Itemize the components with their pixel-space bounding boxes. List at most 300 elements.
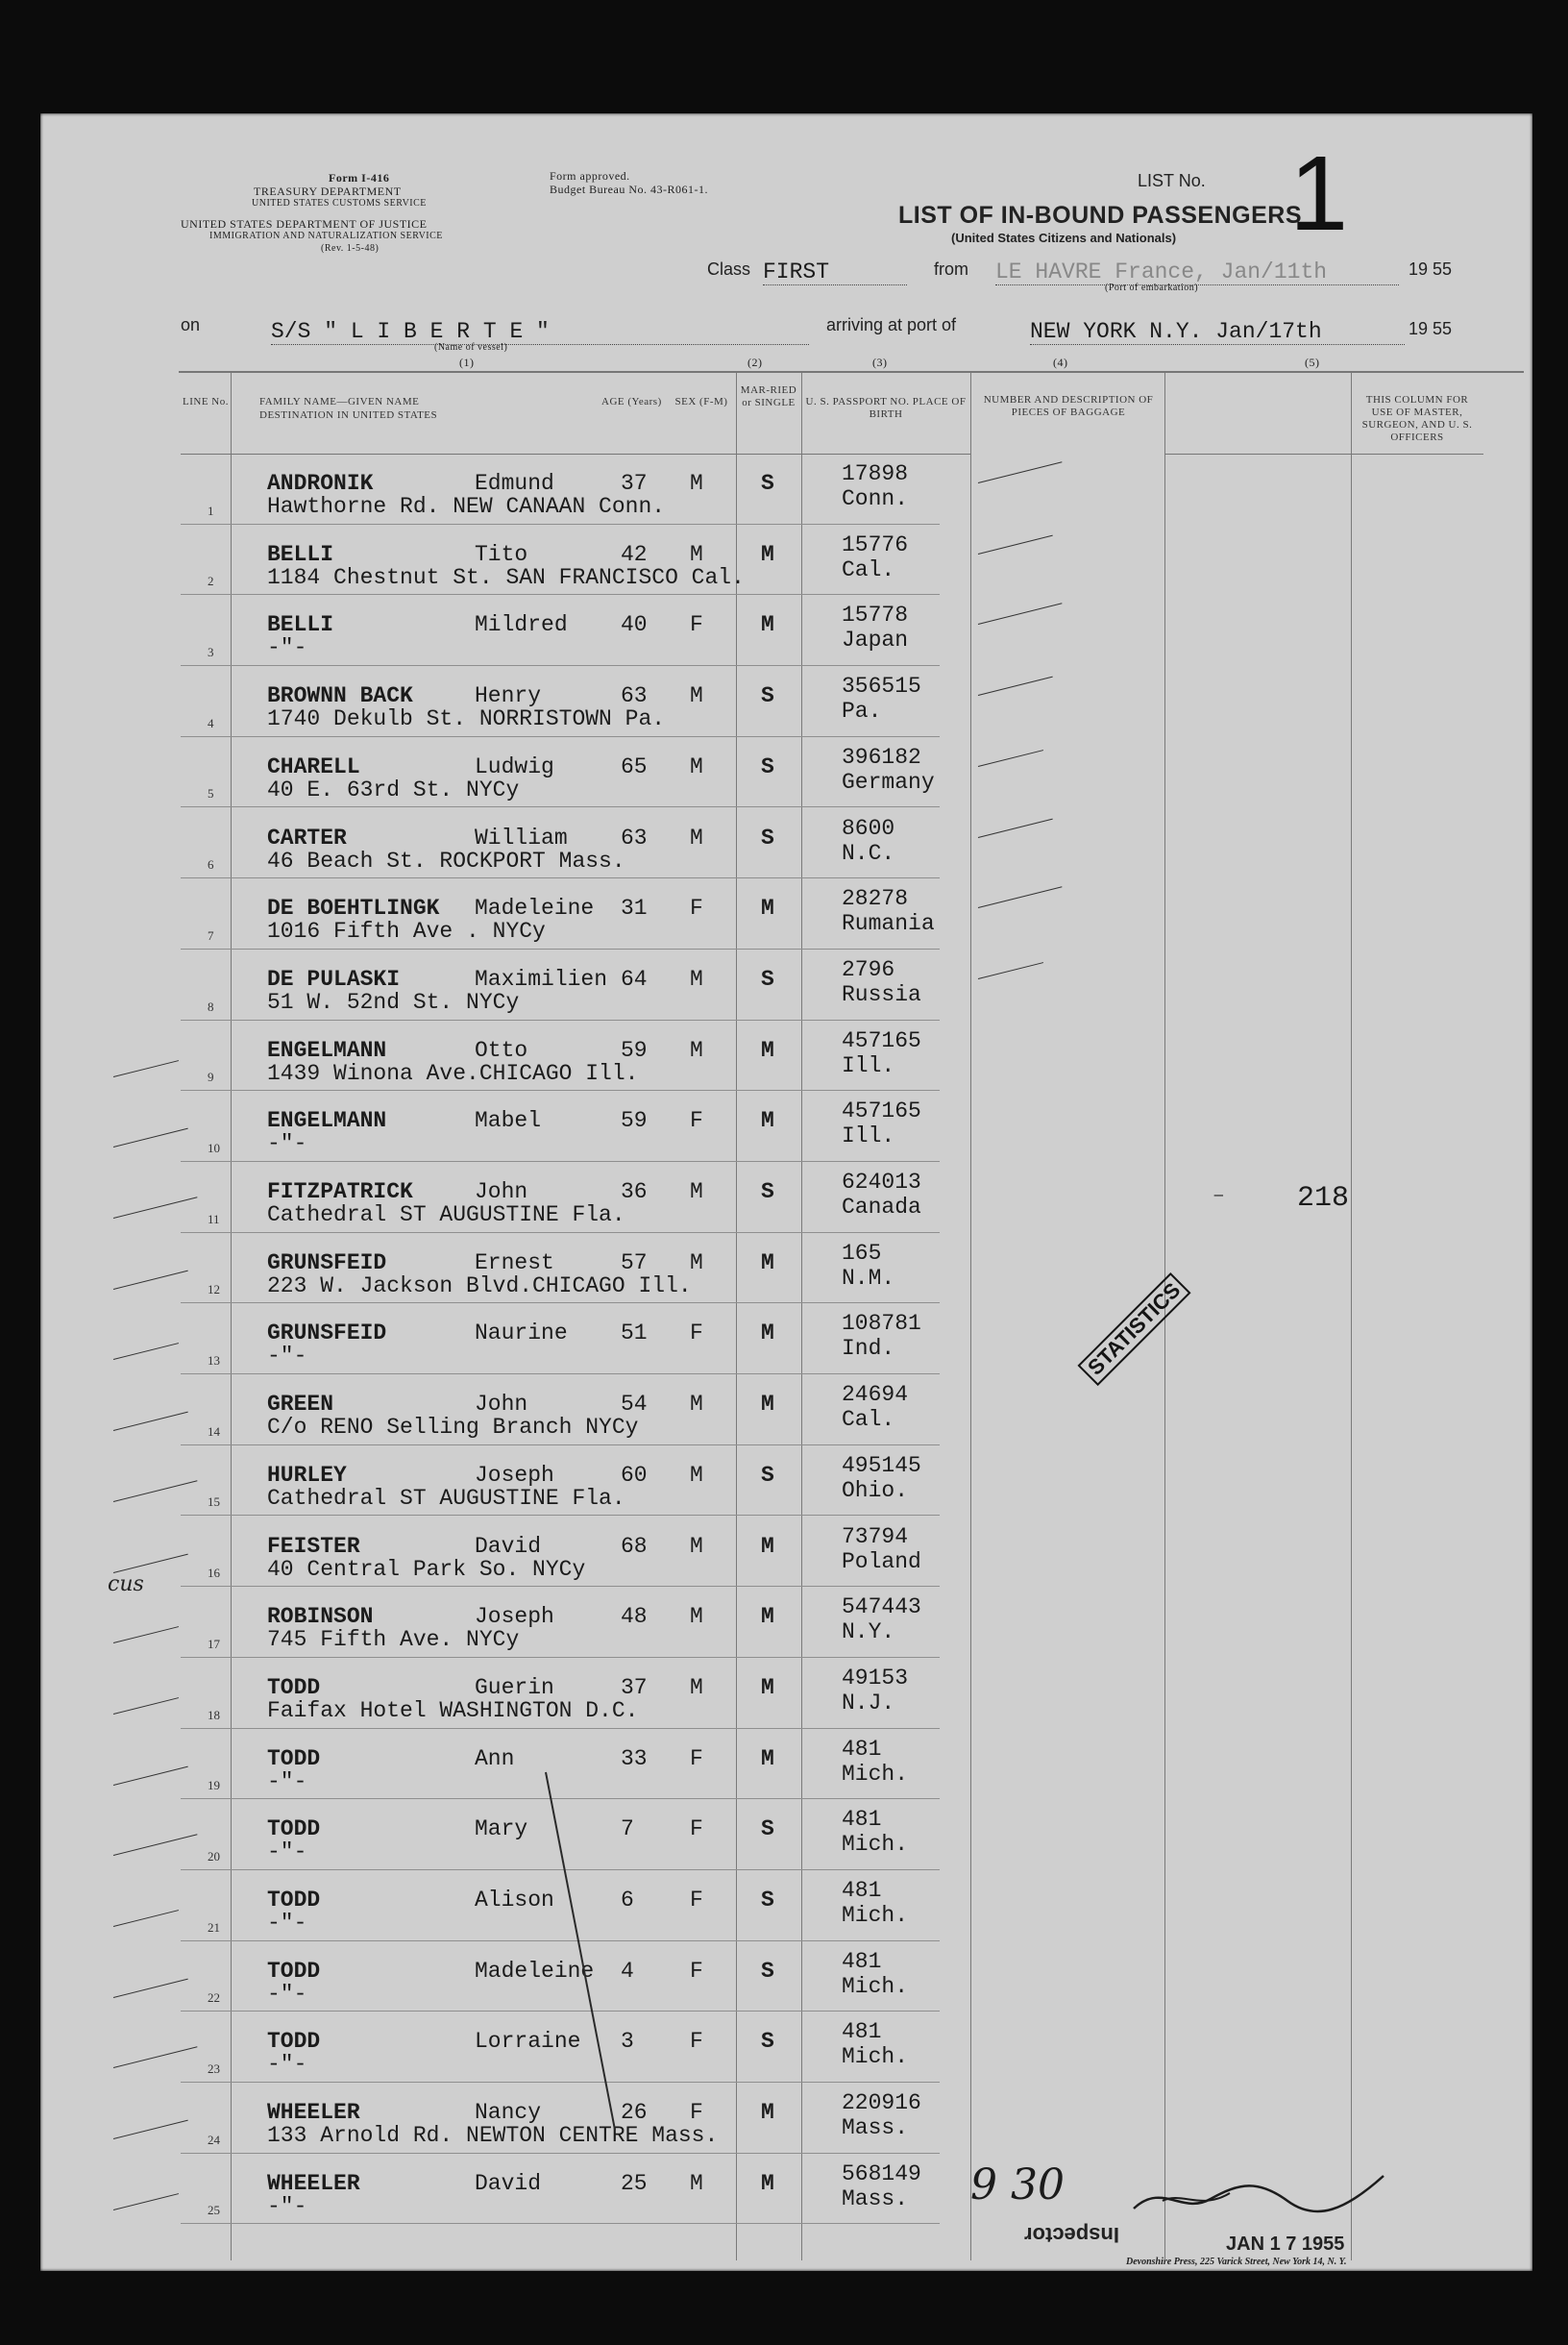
age: 63	[621, 825, 648, 851]
passport-number: 49153	[842, 1665, 909, 1691]
line-number: 17	[208, 1636, 220, 1651]
marital-status: M	[761, 1249, 774, 1275]
passport-number: 481	[842, 1807, 882, 1833]
line-number: 12	[208, 1282, 220, 1297]
passport-number: 457165	[842, 1027, 921, 1053]
marital-status: S	[761, 1888, 774, 1913]
list-no-label: LIST No.	[1138, 171, 1206, 190]
surname: TODD	[267, 1958, 321, 1984]
sex: M	[690, 1249, 703, 1275]
age: 33	[621, 1745, 648, 1771]
passport-number: 624013	[842, 1170, 921, 1195]
ins-service: IMMIGRATION AND NATURALIZATION SERVICE	[209, 231, 443, 241]
sex: M	[690, 541, 703, 567]
surname: GRUNSFEID	[267, 1249, 387, 1275]
given-name: Ann	[475, 1745, 515, 1771]
birth-place: Germany	[842, 769, 935, 795]
birth-place: N.M.	[842, 1265, 895, 1291]
line-number: 1	[208, 503, 214, 518]
line-number: 14	[208, 1423, 220, 1439]
destination: Faifax Hotel WASHINGTON D.C.	[267, 1697, 639, 1723]
age: 57	[621, 1249, 648, 1275]
marital-status: S	[761, 683, 774, 709]
birth-place: Pa.	[842, 699, 882, 725]
birth-place: Mich.	[842, 1832, 909, 1858]
given-name: Madeleine	[475, 1958, 595, 1984]
surname: ROBINSON	[267, 1604, 374, 1630]
line-number: 18	[208, 1707, 220, 1722]
age: 42	[621, 541, 648, 567]
passport-number: 481	[842, 1878, 882, 1903]
birth-place: Mass.	[842, 2115, 909, 2141]
age: 7	[621, 1816, 634, 1842]
destination: 1740 Dekulb St. NORRISTOWN Pa.	[267, 706, 666, 732]
marital-status: S	[761, 1179, 774, 1204]
sex: F	[690, 1108, 703, 1134]
age: 59	[621, 1108, 648, 1134]
check-mark	[978, 750, 1043, 767]
given-name: David	[475, 1533, 542, 1559]
given-name: Maximilien	[475, 966, 608, 992]
vessel-name: S/S " L I B E R T E "	[271, 319, 809, 345]
surname: WHEELER	[267, 2170, 360, 2196]
destination: -"-	[267, 2193, 307, 2219]
surname: TODD	[267, 1816, 321, 1842]
table-row	[181, 2012, 1483, 2083]
marital-status: S	[761, 1958, 774, 1984]
destination: C/o RENO Selling Branch NYCy	[267, 1415, 639, 1441]
check-mark	[978, 461, 1063, 483]
form-approved: Form approved.	[550, 169, 630, 183]
marital-status: M	[761, 541, 774, 567]
age: 68	[621, 1533, 648, 1559]
surname: DE BOEHTLINGK	[267, 896, 440, 922]
list-no-value: 1	[1289, 135, 1349, 253]
sex: F	[690, 1958, 703, 1984]
table-row	[181, 1091, 1483, 1162]
destination: -"-	[267, 1839, 307, 1865]
surname: FEISTER	[267, 1533, 360, 1559]
sex: F	[690, 1321, 703, 1346]
table-row	[181, 1233, 1483, 1304]
given-name: Mildred	[475, 612, 568, 638]
line-number: 5	[208, 786, 214, 802]
birth-place: Cal.	[842, 556, 895, 582]
passport-number: 495145	[842, 1452, 921, 1478]
sex: F	[690, 1888, 703, 1913]
given-name: Alison	[475, 1888, 554, 1913]
sex: M	[690, 1674, 703, 1700]
age: 31	[621, 896, 648, 922]
passport-number: 481	[842, 1948, 882, 1974]
birth-place: Ind.	[842, 1336, 895, 1362]
age: 59	[621, 1037, 648, 1063]
line-number: 4	[208, 715, 214, 730]
passport-number: 547443	[842, 1594, 921, 1620]
vessel-sublabel: (Name of vessel)	[434, 342, 508, 353]
marital-status: S	[761, 471, 774, 496]
line-number: 19	[208, 1778, 220, 1793]
birth-place: Ohio.	[842, 1477, 909, 1503]
table-row	[181, 595, 1483, 666]
destination: -"-	[267, 1911, 307, 1936]
col-num-2: (2)	[747, 356, 763, 369]
table-row	[181, 1021, 1483, 1092]
check-mark	[978, 886, 1063, 908]
passport-number: 481	[842, 1736, 882, 1762]
age: 36	[621, 1179, 648, 1204]
age: 40	[621, 612, 648, 638]
check-mark	[978, 677, 1053, 696]
birth-place: Japan	[842, 628, 909, 654]
birth-place: Rumania	[842, 911, 935, 937]
sex: M	[690, 1392, 703, 1418]
line-number: 21	[208, 1919, 220, 1935]
age: 37	[621, 1674, 648, 1700]
line-number: 3	[208, 645, 214, 660]
hdr-destination: DESTINATION IN UNITED STATES	[259, 409, 438, 421]
inspector-stamp: Inspector	[1024, 2223, 1120, 2247]
age: 25	[621, 2170, 648, 2196]
surname: DE PULASKI	[267, 966, 401, 992]
check-mark	[978, 818, 1053, 837]
destination: 133 Arnold Rd. NEWTON CENTRE Mass.	[267, 2123, 719, 2149]
given-name: Joseph	[475, 1604, 554, 1630]
marital-status: S	[761, 1816, 774, 1842]
given-name: David	[475, 2170, 542, 2196]
age: 3	[621, 2029, 634, 2055]
surname: ENGELMANN	[267, 1108, 387, 1134]
col-num-5: (5)	[1305, 356, 1320, 369]
marital-status: M	[761, 1108, 774, 1134]
sex: M	[690, 966, 703, 992]
passport-number: 15776	[842, 531, 909, 557]
passport-number: 568149	[842, 2160, 921, 2186]
age: 54	[621, 1392, 648, 1418]
hdr-age: AGE (Years)	[601, 396, 662, 407]
line-number: 11	[208, 1211, 220, 1226]
line-number: 25	[208, 2203, 220, 2218]
budget-bureau: Budget Bureau No. 43-R061-1.	[550, 183, 708, 196]
line-number: 15	[208, 1494, 220, 1510]
birth-place: Mass.	[842, 2185, 909, 2211]
passport-number: 2796	[842, 956, 895, 982]
destination: -"-	[267, 1768, 307, 1794]
list-subtitle: (United States Citizens and Nationals)	[951, 231, 1177, 245]
form-number: Form I-416	[329, 171, 390, 185]
marital-status: S	[761, 1462, 774, 1488]
destination: -"-	[267, 1131, 307, 1157]
surname: HURLEY	[267, 1462, 347, 1488]
sex: F	[690, 612, 703, 638]
destination: 40 Central Park So. NYCy	[267, 1556, 586, 1582]
given-name: Henry	[475, 683, 542, 709]
list-title: LIST OF IN-BOUND PASSENGERS	[898, 202, 1303, 229]
table-row	[181, 950, 1483, 1021]
table-frame	[181, 371, 1483, 2260]
passport-number: 396182	[842, 744, 921, 770]
age: 6	[621, 1888, 634, 1913]
passport-number: 28278	[842, 886, 909, 912]
sex: F	[690, 1745, 703, 1771]
class-value: FIRST	[763, 259, 907, 285]
from-sublabel: (Port of embarkation)	[1105, 283, 1199, 293]
destination: 40 E. 63rd St. NYCy	[267, 777, 520, 802]
signature	[1124, 2172, 1393, 2220]
sex: M	[690, 1533, 703, 1559]
table-row	[181, 2083, 1483, 2154]
table-row	[181, 1941, 1483, 2012]
surname: CARTER	[267, 825, 347, 851]
sex: M	[690, 1037, 703, 1063]
given-name: Tito	[475, 541, 528, 567]
birth-place: N.J.	[842, 1690, 895, 1716]
destination: 46 Beach St. ROCKPORT Mass.	[267, 848, 625, 874]
given-name: Ernest	[475, 1249, 554, 1275]
year-1: 19 55	[1409, 259, 1453, 279]
given-name: William	[475, 825, 568, 851]
birth-place: Canada	[842, 1195, 921, 1220]
surname: CHARELL	[267, 753, 360, 779]
table-row	[181, 808, 1483, 879]
sex: M	[690, 683, 703, 709]
table-row	[181, 1870, 1483, 1941]
hdr-name: FAMILY NAME—GIVEN NAME	[259, 396, 420, 407]
age: 51	[621, 1321, 648, 1346]
line-number: 24	[208, 2132, 220, 2147]
table-row	[181, 1374, 1483, 1445]
justice-dept: UNITED STATES DEPARTMENT OF JUSTICE	[181, 217, 428, 231]
age: 48	[621, 1604, 648, 1630]
given-name: Mabel	[475, 1108, 542, 1134]
table-row	[181, 1303, 1483, 1374]
line-number: 22	[208, 1990, 220, 2006]
line-number: 16	[208, 1566, 220, 1581]
sex: F	[690, 2029, 703, 2055]
destination: 51 W. 52nd St. NYCy	[267, 989, 520, 1015]
hdr-line-no: LINE No.	[183, 396, 229, 407]
sex: M	[690, 2170, 703, 2196]
marital-status: M	[761, 1674, 774, 1700]
surname: BELLI	[267, 612, 334, 638]
table-row	[181, 1162, 1483, 1233]
given-name: Mary	[475, 1816, 528, 1842]
marital-status: S	[761, 2029, 774, 2055]
stamp-date: JAN 1 7 1955	[1226, 2234, 1345, 2255]
destination: 1016 Fifth Ave . NYCy	[267, 919, 546, 945]
marital-status: M	[761, 2170, 774, 2196]
given-name: Edmund	[475, 471, 554, 496]
line-number: 10	[208, 1140, 220, 1155]
table-row	[181, 666, 1483, 737]
col-num-4: (4)	[1053, 356, 1068, 369]
sex: F	[690, 1816, 703, 1842]
sex: F	[690, 896, 703, 922]
marital-status: S	[761, 966, 774, 992]
passport-number: 481	[842, 2019, 882, 2045]
surname: TODD	[267, 1674, 321, 1700]
from-value: LE HAVRE France, Jan/11th	[995, 259, 1399, 285]
birth-place: Poland	[842, 1548, 921, 1574]
table-row	[181, 1799, 1483, 1870]
given-name: Lorraine	[475, 2029, 581, 2055]
col-num-3: (3)	[872, 356, 888, 369]
col-num-1: (1)	[459, 356, 475, 369]
given-name: Ludwig	[475, 753, 554, 779]
hdr-passport: U. S. PASSPORT NO. PLACE OF BIRTH	[805, 396, 967, 420]
side-mark: cus	[108, 1572, 144, 1596]
destination: Cathedral ST AUGUSTINE Fla.	[267, 1202, 625, 1227]
marital-status: M	[761, 1745, 774, 1771]
given-name: John	[475, 1179, 528, 1204]
birth-place: N.C.	[842, 840, 895, 866]
officer-dash: ⁻	[1213, 1189, 1225, 1215]
on-label: on	[181, 315, 201, 334]
marital-status: M	[761, 896, 774, 922]
age: 4	[621, 1958, 634, 1984]
check-mark	[978, 604, 1063, 626]
birth-place: Mich.	[842, 1761, 909, 1787]
destination: -"-	[267, 1981, 307, 2007]
surname: TODD	[267, 2029, 321, 2055]
printer-imprint: Devonshire Press, 225 Varick Street, New York 14, N. Y.	[1126, 2257, 1347, 2267]
table-row	[181, 454, 1483, 525]
surname: GREEN	[267, 1392, 334, 1418]
marital-status: M	[761, 1604, 774, 1630]
table-row	[181, 525, 1483, 596]
age: 64	[621, 966, 648, 992]
marital-status: M	[761, 612, 774, 638]
passport-number: 108781	[842, 1311, 921, 1337]
birth-place: Mich.	[842, 1973, 909, 1999]
from-label: from	[934, 259, 968, 279]
line-number: 2	[208, 574, 214, 589]
line-number: 23	[208, 2061, 220, 2077]
passport-number: 15778	[842, 603, 909, 629]
destination: Hawthorne Rd. NEW CANAAN Conn.	[267, 494, 666, 519]
given-name: John	[475, 1392, 528, 1418]
line-number: 8	[208, 999, 214, 1014]
surname: ANDRONIK	[267, 471, 374, 496]
surname: BELLI	[267, 541, 334, 567]
destination: 745 Fifth Ave. NYCy	[267, 1627, 520, 1653]
birth-place: Ill.	[842, 1052, 895, 1078]
passport-number: 8600	[842, 815, 895, 841]
birth-place: Mich.	[842, 2044, 909, 2070]
table-row	[181, 1729, 1483, 1800]
destination: 223 W. Jackson Blvd.CHICAGO Ill.	[267, 1272, 692, 1298]
revision: (Rev. 1-5-48)	[321, 243, 380, 254]
table-row	[181, 1658, 1483, 1729]
marital-status: M	[761, 1037, 774, 1063]
given-name: Nancy	[475, 2100, 542, 2126]
sex: M	[690, 1462, 703, 1488]
check-mark	[978, 962, 1043, 979]
destination: 1439 Winona Ave.CHICAGO Ill.	[267, 1060, 639, 1086]
passport-number: 73794	[842, 1523, 909, 1549]
given-name: Guerin	[475, 1674, 554, 1700]
birth-place: Cal.	[842, 1407, 895, 1433]
time-note: 9 30	[970, 2160, 1065, 2209]
passport-number: 356515	[842, 674, 921, 700]
sex: M	[690, 471, 703, 496]
surname: BROWNN BACK	[267, 683, 413, 709]
table-row	[181, 1517, 1483, 1588]
line-number: 9	[208, 1070, 214, 1085]
destination: -"-	[267, 1344, 307, 1370]
age: 60	[621, 1462, 648, 1488]
passport-number: 457165	[842, 1098, 921, 1124]
arrival-port: NEW YORK N.Y. Jan/17th	[1030, 319, 1405, 345]
marital-status: M	[761, 1321, 774, 1346]
sex: M	[690, 1604, 703, 1630]
line-number: 20	[208, 1848, 220, 1864]
table-row	[181, 1445, 1483, 1517]
treasury-dept: TREASURY DEPARTMENT	[254, 185, 402, 198]
line-number: 6	[208, 857, 214, 873]
statistics-stamp: STATISTICS	[1077, 1272, 1190, 1386]
marital-status: S	[761, 825, 774, 851]
surname: GRUNSFEID	[267, 1321, 387, 1346]
surname: TODD	[267, 1745, 321, 1771]
marital-status: M	[761, 2100, 774, 2126]
passport-number: 165	[842, 1240, 882, 1266]
check-mark	[978, 534, 1053, 554]
passport-number: 220916	[842, 2090, 921, 2116]
destination: -"-	[267, 2052, 307, 2078]
class-label: Class	[707, 259, 751, 279]
age: 65	[621, 753, 648, 779]
surname: FITZPATRICK	[267, 1179, 413, 1204]
sex: M	[690, 753, 703, 779]
sex: F	[690, 2100, 703, 2126]
sex: M	[690, 1179, 703, 1204]
birth-place: Russia	[842, 981, 921, 1007]
year-2: 19 55	[1409, 319, 1453, 338]
birth-place: N.Y.	[842, 1619, 895, 1645]
marital-status: S	[761, 753, 774, 779]
age: 37	[621, 471, 648, 496]
line-number: 7	[208, 927, 214, 943]
age: 63	[621, 683, 648, 709]
surname: WHEELER	[267, 2100, 360, 2126]
given-name: Joseph	[475, 1462, 554, 1488]
passport-number: 24694	[842, 1382, 909, 1408]
customs-service: UNITED STATES CUSTOMS SERVICE	[252, 198, 427, 209]
destination: -"-	[267, 635, 307, 661]
table-row	[181, 878, 1483, 950]
age: 26	[621, 2100, 648, 2126]
birth-place: Ill.	[842, 1123, 895, 1149]
table-row	[181, 737, 1483, 808]
hdr-baggage: NUMBER AND DESCRIPTION OF PIECES OF BAGGAGE	[983, 394, 1154, 418]
given-name: Naurine	[475, 1321, 568, 1346]
birth-place: Conn.	[842, 486, 909, 511]
marital-status: M	[761, 1392, 774, 1418]
given-name: Otto	[475, 1037, 528, 1063]
table-row	[181, 1587, 1483, 1658]
destination: 1184 Chestnut St. SAN FRANCISCO Cal.	[267, 564, 745, 590]
officer-note: 218	[1297, 1182, 1350, 1215]
sex: M	[690, 825, 703, 851]
arriving-label: arriving at port of	[826, 315, 957, 334]
line-number: 13	[208, 1353, 220, 1369]
passport-number: 17898	[842, 461, 909, 486]
destination: Cathedral ST AUGUSTINE Fla.	[267, 1485, 625, 1511]
hdr-married: MAR-RIED or SINGLE	[740, 384, 797, 408]
marital-status: M	[761, 1533, 774, 1559]
given-name: Madeleine	[475, 896, 595, 922]
